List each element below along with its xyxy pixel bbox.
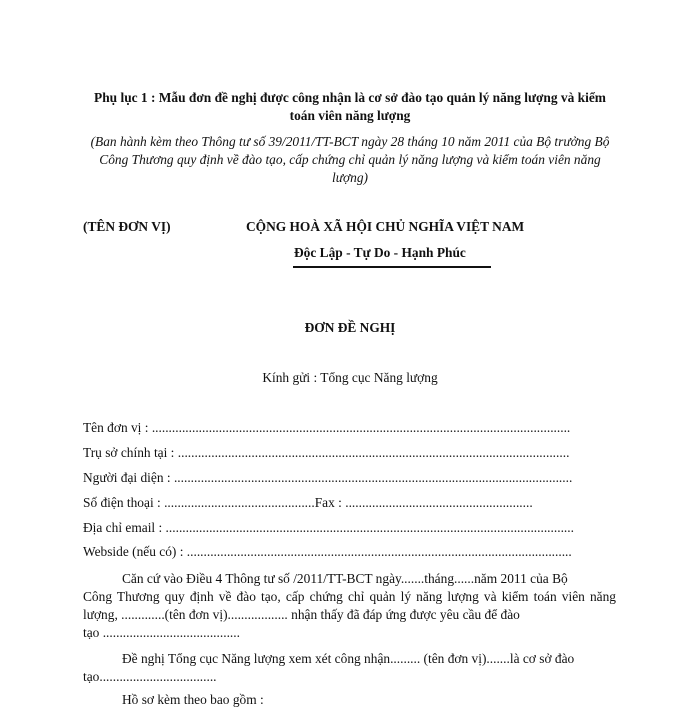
basis-paragraph-line-4: tạo ......................................... (83, 625, 240, 640)
field-phone-fax: Số điện thoại : .............................................Fax : ........................................................ (83, 495, 533, 510)
request-paragraph-line-1: Đề nghị Tổng cục Năng lượng xem xét công nhận......... (tên đơn vị).......là cơ sở đào (122, 651, 575, 666)
unit-name-placeholder: (TÊN ĐƠN VỊ) (83, 219, 171, 234)
basis-paragraph-line-1: Căn cứ vào Điều 4 Thông tư số /2011/TT-BCT ngày.......tháng......năm 2011 của Bộ (122, 571, 568, 586)
appendix-title-line-2: toán viên năng lượng (289, 108, 411, 123)
appendix-title-line-1: Phụ lục 1 : Mẫu đơn đề nghị được công nhận là cơ sở đào tạo quản lý năng lượng và kiểm (94, 90, 606, 105)
field-headquarters: Trụ sở chính tại : ..................................................................................................................... (83, 445, 570, 460)
country-name: CỘNG HOÀ XÃ HỘI CHỦ NGHĨA VIỆT NAM (246, 219, 525, 234)
attachments-heading: Hồ sơ kèm theo bao gồm : (122, 692, 264, 707)
field-email: Địa chỉ email : .......................................................................................................................... (83, 520, 574, 535)
motto-underline (293, 266, 491, 268)
field-representative: Người đại diện : ....................................................................................................................... (83, 470, 573, 485)
form-title: ĐƠN ĐỀ NGHỊ (304, 320, 396, 335)
basis-paragraph-line-3: lượng, .............(tên đơn vị).................. nhận thấy đã đáp ứng được yêu cầu để đào (83, 607, 520, 622)
national-motto: Độc Lập - Tự Do - Hạnh Phúc (294, 245, 466, 260)
basis-paragraph-line-2: Công Thương quy định về đào tạo, cấp chứng chỉ quản lý năng lượng và kiểm toán viên năng (83, 589, 616, 604)
recipient-line: Kính gửi : Tổng cục Năng lượng (262, 370, 438, 385)
request-paragraph-line-2: tạo................................... (83, 669, 217, 684)
field-unit-name: Tên đơn vị : ............................................................................................................................. (83, 420, 571, 435)
issued-note-line-1: (Ban hành kèm theo Thông tư số 39/2011/TT-BCT ngày 28 tháng 10 năm 2011 của Bộ trưởng Bộ (90, 134, 610, 149)
issued-note-line-3: lượng) (331, 170, 369, 185)
issued-note-line-2: Công Thương quy định về đào tạo, cấp chứng chỉ quản lý năng lượng và kiểm toán viên năng (99, 152, 601, 167)
field-website: Webside (nếu có) : ................................................................................................................... (83, 544, 572, 559)
